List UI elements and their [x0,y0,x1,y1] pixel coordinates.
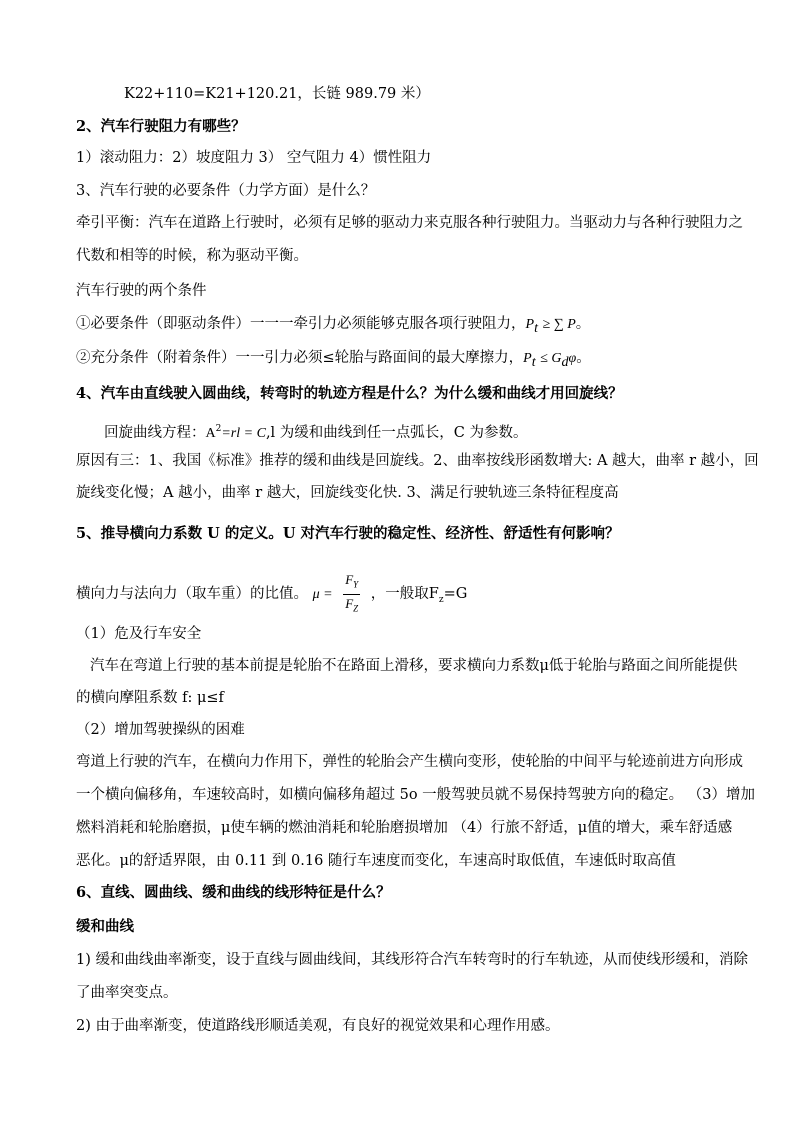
formula-phi: φ [568,351,577,366]
chainage-note: K22+110=K21+120.21，长链 989.79 米） [124,86,430,102]
formula-fraction [343,571,360,617]
traction-balance-line-1: 牵引平衡：汽车在道路上行驶时，必须有足够的驱动力来克服各种行驶阻力。当驱动力与各种行驶阻力之 [76,215,743,231]
fraction-numerator: $F_Y$ [343,571,360,595]
question-4-heading: 4、汽车由直线驶入圆曲线，转弯时的轨迹方程是什么？为什么缓和曲线才用回旋线？ [76,385,623,402]
question-6-heading: 6、直线、圆曲线、缓和曲线的线形特征是什么？ [76,884,391,901]
clothoid-equation [104,419,528,444]
clothoid-desc: ,l 为缓和曲线到任一点弧长，C 为参数。 [265,424,528,441]
general-take-text: ，一般取F [370,586,439,603]
formula-pt-sub: t [534,320,538,336]
reasons-line-2: 旋线变化慢；A 越小，曲率 r 越大，回旋线变化快. 3、满足行驶轨迹三条特征程度高 [76,485,619,501]
question-2-heading: 2、汽车行驶阻力有哪些？ [76,118,246,135]
sufficient-condition [76,348,591,373]
general-take-sub: z [438,594,444,605]
transition-point-1-line-1: 1) 缓和曲线曲率渐变，设于直线与圆曲线间，其线形符合汽车转弯时的行车轨迹，从而使线形缓和，消除 [76,952,748,968]
effect-2-line-2: 一个横向偏移角，车速较高时，如横向偏移角超过 5o 一般驾驶员就不易保持驾驶方向的稳定。 （3）增加 [76,787,756,803]
resistance-list: 1）滚动阻力：2）坡度阻力 3） 空气阻力 4）惯性阻力 [76,150,432,166]
clothoid-rl: =rl = C [221,425,266,441]
question-5-heading: 5、推导横向力系数 U 的定义。U 对汽车行驶的稳定性、经济性、舒适性有何影响？ [76,525,620,542]
formula-pt-2: P [523,351,532,366]
fraction-denominator: $F_Z$ [345,595,359,614]
clothoid-a-exp: 2 [215,424,222,434]
formula-gd-sub: d [561,354,569,370]
effect-3-line-2: 恶化。μ的舒适界限，由 0.11 到 0.16 随行车速度而变化，车速高时取低值，车速低时取高值 [76,853,676,869]
transition-point-1-line-2: 了曲率突变点。 [76,985,178,1001]
formula-pt: P [525,317,535,332]
effect-1-line-2: 的横向摩阻系数 f: μ≤f [76,690,224,706]
formula-gd: ≤ G [540,351,562,366]
effect-3-line-1: 燃料消耗和轮胎磨损，μ使车辆的燃油消耗和轮胎磨损增加 （4）行旅不舒适，μ值的增大，乘车舒适感 [76,820,733,836]
necessary-condition [76,314,590,339]
necessary-condition-text: ①必要条件（即驱动条件）一一一牵引力必须能够克服各项行驶阻力， [76,316,526,332]
clothoid-label: 回旋曲线方程： [104,424,206,441]
lateral-force-definition [76,571,467,617]
transition-point-2: 2) 由于曲率渐变，使道路线形顺适美观，有良好的视觉效果和心理作用感。 [76,1018,560,1034]
transition-curve-heading: 缓和曲线 [76,918,134,935]
necessary-condition-end: 。 [575,316,591,332]
general-take-end: =G [443,586,468,603]
formula-sum-p: ≥ ∑ P [542,317,576,332]
sufficient-condition-text: ②充分条件（附着条件）一一引力必须≤轮胎与路面间的最大摩擦力， [76,350,524,366]
effect-1-line-1: 汽车在弯道上行驶的基本前提是轮胎不在路面上滑移，要求横向力系数μ低于轮胎与路面之间所能提供 [90,658,738,674]
effect-2-line-1: 弯道上行驶的汽车，在横向力作用下，弹性的轮胎会产生横向变形，使轮胎的中间平与轮迹前进方向形成 [76,754,743,770]
traction-balance-line-2: 代数和相等的时候，称为驱动平衡。 [76,248,308,264]
effect-1-title: （1）危及行车安全 [76,626,202,642]
reasons-line-1: 原因有三：1、我国《标准》推荐的缓和曲线是回旋线。2、曲率按线形函数增大: A 越大，曲率 r 越小，回 [76,453,759,469]
question-3-heading: 3、汽车行驶的必要条件（力学方面）是什么？ [76,183,376,199]
sufficient-condition-end: 。 [576,350,591,366]
lateral-force-text: 横向力与法向力（取车重）的比值。 [76,586,308,603]
clothoid-a: A [205,425,216,441]
formula-pt-2-sub: t [531,354,536,370]
two-conditions-title: 汽车行驶的两个条件 [76,283,207,299]
formula-mu: μ = [312,587,333,603]
effect-2-title: （2）增加驾驶操纵的困难 [76,722,245,738]
